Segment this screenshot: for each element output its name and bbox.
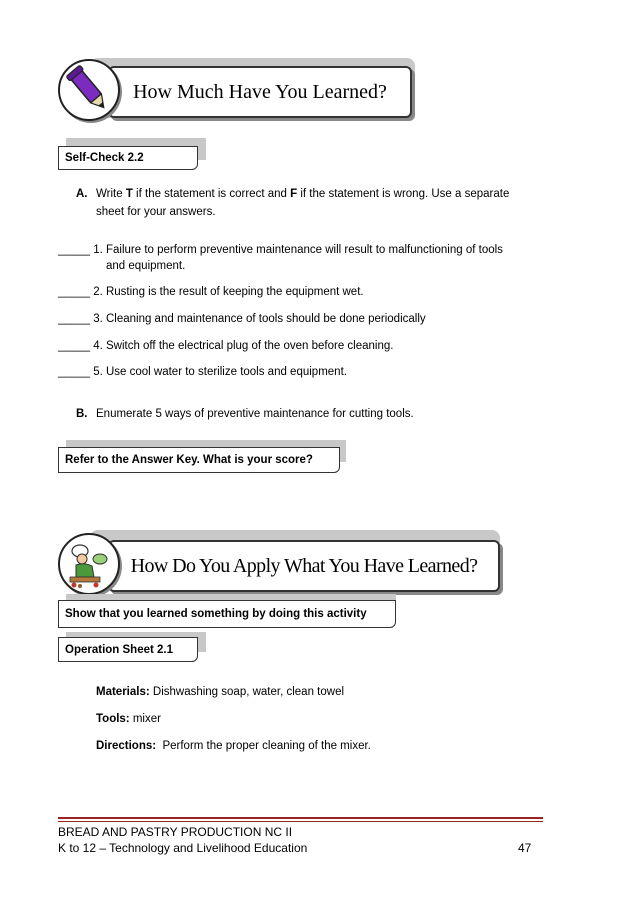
directions-line: [96, 738, 371, 754]
item-text: 3. Cleaning and maintenance of tools should be done periodically: [93, 313, 426, 325]
list-item: [58, 284, 364, 300]
tools-label: Tools:: [96, 713, 130, 725]
tools-line: [96, 711, 161, 727]
section-title-banner: [108, 540, 500, 592]
materials-label: Materials:: [96, 686, 150, 698]
instruction-a-mid: if the statement is correct and: [132, 188, 291, 200]
answer-key-tab: [58, 447, 340, 473]
pen-icon: [60, 61, 118, 119]
section-title-banner: [108, 66, 412, 118]
instruction-a-line2: sheet for your answers.: [96, 206, 216, 218]
instruction-b-letter: B.: [76, 408, 88, 420]
answer-key-label: Refer to the Answer Key. What is your score?: [65, 454, 313, 466]
instruction-a-pre: Write: [96, 188, 126, 200]
self-check-label: Self-Check 2.2: [65, 152, 144, 164]
self-check-tab: [58, 146, 198, 170]
page-number: 47: [518, 841, 532, 855]
list-item: [58, 364, 347, 380]
answer-blank: _____: [58, 313, 90, 325]
instruction-a-f: F: [290, 188, 298, 200]
footer-subtitle: K to 12 – Technology and Livelihood Education: [58, 841, 308, 855]
operation-sheet-label: Operation Sheet 2.1: [65, 643, 174, 656]
footer-rule: [58, 817, 543, 819]
instruction-a-t: T: [125, 188, 133, 200]
directions-label: Directions:: [96, 740, 157, 752]
item-text: 5. Use cool water to sterilize tools and equipment.: [93, 366, 347, 378]
answer-blank: _____: [58, 286, 90, 298]
item-continuation: and equipment.: [106, 260, 186, 272]
item-text: 4. Switch off the electrical plug of the oven before cleaning.: [93, 340, 394, 352]
section-title: How Do You Apply What You Have Learned?: [130, 554, 478, 577]
cook-icon-frame: [58, 533, 120, 595]
pen-icon-frame: [58, 59, 120, 121]
instruction-b-text: Enumerate 5 ways of preventive maintenance for cutting tools.: [96, 408, 414, 420]
list-item: [58, 311, 426, 327]
footer-rule-thin: [58, 821, 543, 822]
instruction-a-letter: A.: [76, 188, 88, 200]
footer-title: BREAD AND PASTRY PRODUCTION NC II: [58, 825, 293, 839]
materials-line: [96, 684, 344, 700]
materials-value: Dishwashing soap, water, clean towel: [149, 686, 345, 698]
answer-blank: _____: [58, 340, 90, 352]
item-text: 2. Rusting is the result of keeping the equipment wet.: [93, 286, 364, 298]
item-text: 1. Failure to perform preventive maintenance will result to malfunctioning of tools: [93, 244, 503, 256]
directions-value: Perform the proper cleaning of the mixer.: [156, 740, 371, 752]
tools-value: mixer: [129, 713, 161, 725]
activity-tab: [58, 600, 396, 628]
cook-icon: [60, 535, 118, 593]
answer-blank: _____: [58, 244, 90, 256]
activity-label: Show that you learned something by doing this activity: [65, 608, 367, 620]
section-title: How Much Have You Learned?: [133, 80, 387, 103]
list-item: [58, 338, 393, 354]
instruction-a-post: if the statement is wrong. Use a separate: [297, 188, 510, 200]
instruction-a-text: [96, 186, 509, 202]
list-item: [58, 242, 503, 258]
answer-blank: _____: [58, 366, 90, 378]
operation-sheet-tab: [58, 637, 198, 662]
